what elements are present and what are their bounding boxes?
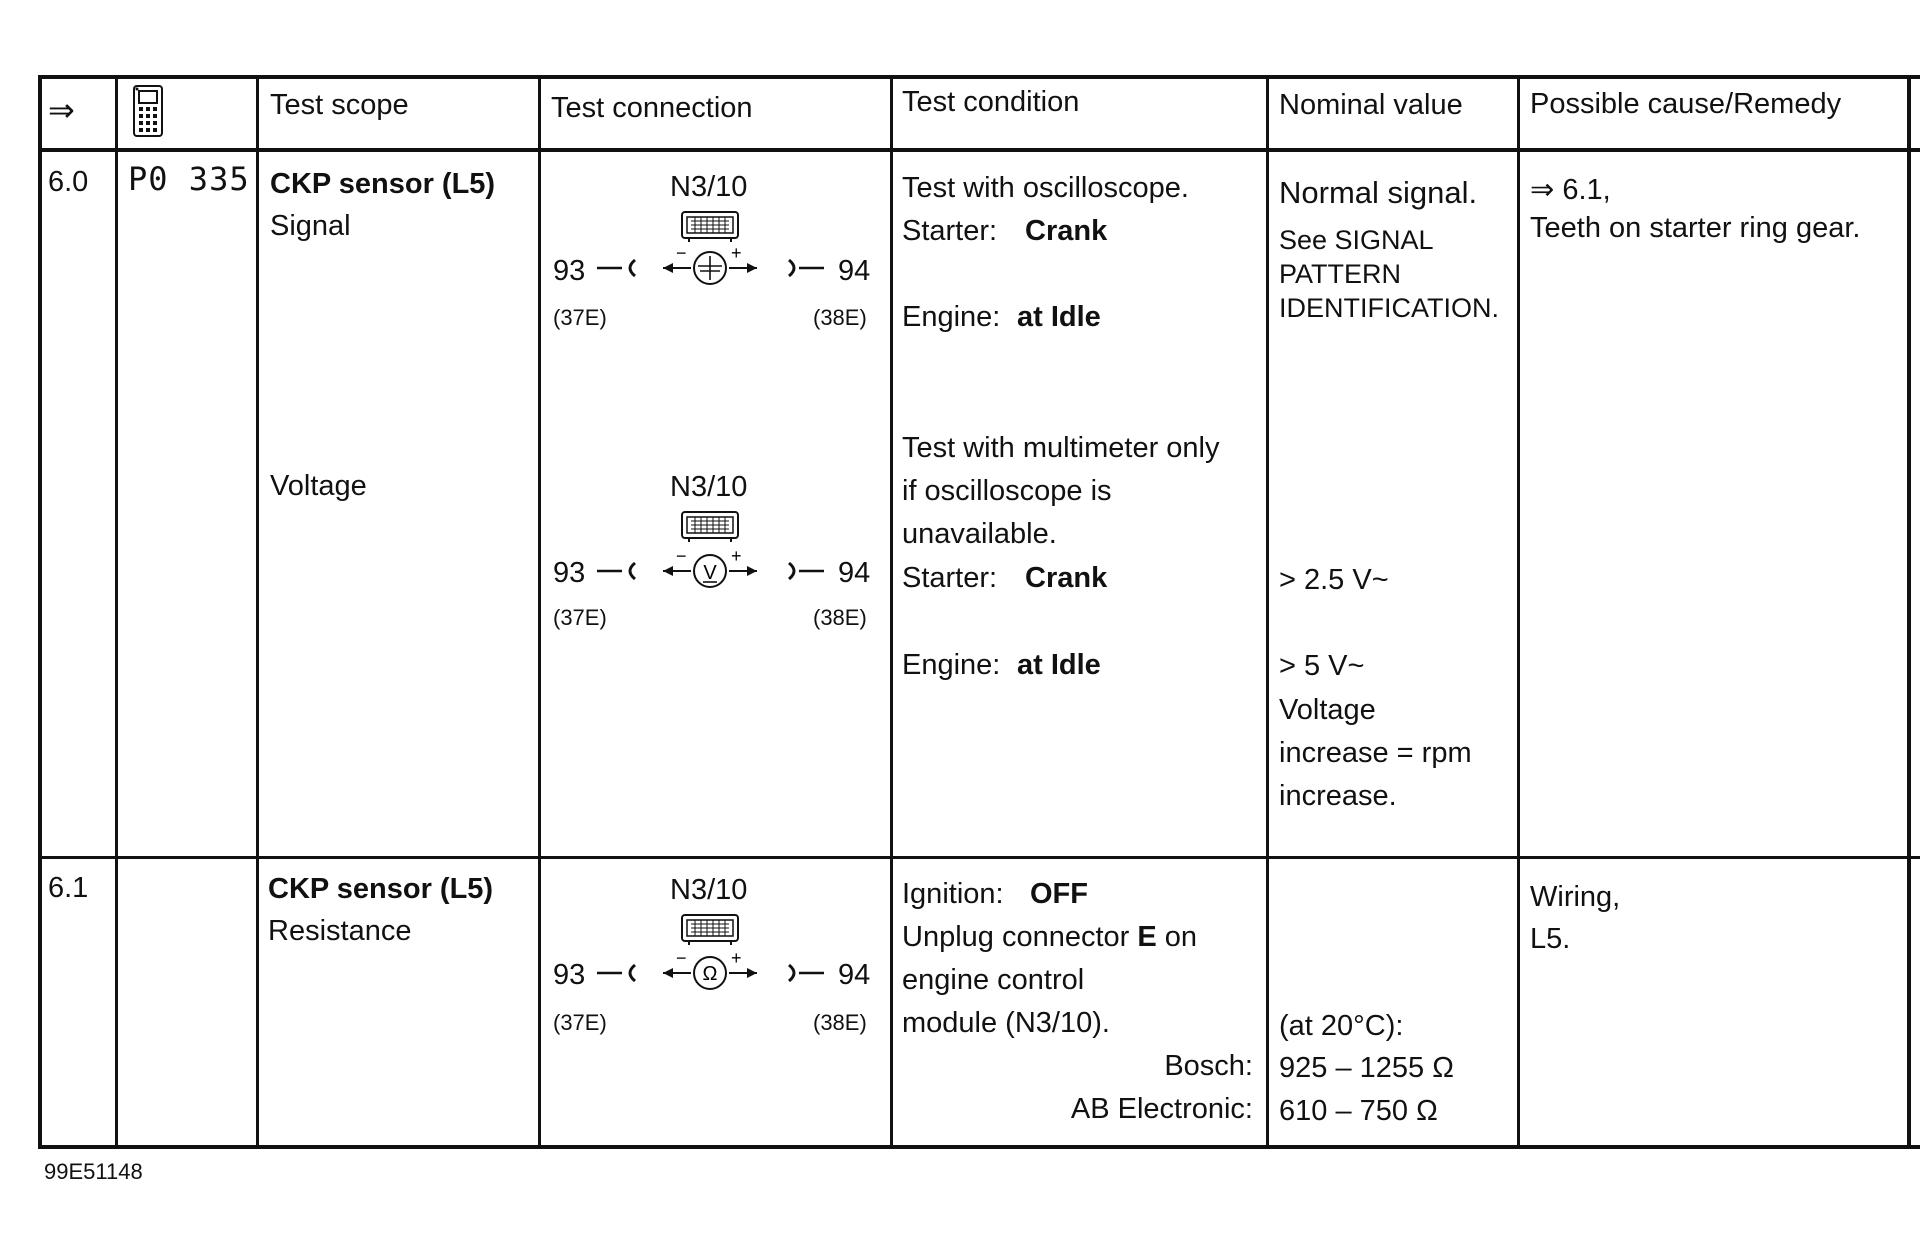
svg-text:+: + xyxy=(731,546,742,566)
nominal-ab-value: 610 – 750 Ω xyxy=(1279,1095,1438,1127)
nominal-increase-1: Voltage xyxy=(1279,694,1376,726)
header-divider xyxy=(38,148,1920,152)
condition-engine-value: at Idle xyxy=(1017,301,1101,333)
scope-resistance: Resistance xyxy=(268,915,412,947)
right-pin-label: (38E) xyxy=(813,605,867,630)
connector-icon xyxy=(682,915,738,945)
condition-multimeter-1: Test with multimeter only xyxy=(902,432,1220,464)
condition-starter-value: Crank xyxy=(1025,215,1108,247)
condition-module: module (N3/10). xyxy=(902,1007,1110,1039)
right-pin: 94 xyxy=(838,255,871,287)
condition-unplug-on: on xyxy=(1164,921,1198,953)
svg-text:Ω: Ω xyxy=(702,963,718,985)
left-pin: 93 xyxy=(553,255,586,287)
scope-title: CKP sensor (L5) xyxy=(268,873,494,905)
header-test-condition: Test condition xyxy=(902,86,1080,118)
column-divider xyxy=(115,75,118,1149)
header-test-connection: Test connection xyxy=(551,92,753,124)
nominal-normal-signal: Normal signal. xyxy=(1279,175,1478,210)
nominal-increase-3: increase. xyxy=(1279,780,1397,812)
table-border-bottom xyxy=(38,1145,1920,1149)
tester-icon xyxy=(130,84,166,143)
svg-text:−: − xyxy=(676,243,687,263)
figure-id: 99E51148 xyxy=(44,1159,143,1184)
ohmmeter-icon xyxy=(694,957,726,989)
svg-text:+: + xyxy=(731,243,742,263)
scope-title: CKP sensor (L5) xyxy=(270,168,496,200)
voltmeter-icon xyxy=(694,555,726,587)
condition-ignition-label: Ignition: xyxy=(902,878,1004,910)
step-number: 6.1 xyxy=(48,872,89,904)
connection-diagram-oscilloscope xyxy=(545,165,895,335)
condition-engine-label: Engine: xyxy=(902,301,1001,333)
module-label: N3/10 xyxy=(670,171,748,203)
header-test-scope: Test scope xyxy=(270,89,409,121)
svg-text:+: + xyxy=(731,948,742,968)
nominal-voltage-crank: > 2.5 V~ xyxy=(1279,564,1389,596)
connection-diagram-ohmmeter xyxy=(545,868,895,1038)
table-border-left xyxy=(38,75,42,1149)
right-pin-label: (38E) xyxy=(813,1010,867,1035)
column-divider xyxy=(256,75,259,1149)
condition-engine-value: at Idle xyxy=(1017,649,1101,681)
cause-ref: ⇒ 6.1, xyxy=(1530,174,1611,206)
cause-teeth: Teeth on starter ring gear. xyxy=(1530,212,1861,244)
column-divider xyxy=(538,75,541,1149)
table-border-right xyxy=(1907,75,1911,1149)
header-arrow: ⇒ xyxy=(48,92,75,128)
left-pin-label: (37E) xyxy=(553,305,607,330)
condition-multimeter-2: if oscilloscope is xyxy=(902,475,1112,507)
svg-text:−: − xyxy=(676,948,687,968)
nominal-see-1: See SIGNAL xyxy=(1279,225,1434,255)
module-label: N3/10 xyxy=(670,874,748,906)
right-pin: 94 xyxy=(838,959,871,991)
header-nominal-value: Nominal value xyxy=(1279,89,1463,121)
condition-engine-control: engine control xyxy=(902,964,1085,996)
module-label: N3/10 xyxy=(670,471,748,503)
header-possible-cause: Possible cause/Remedy xyxy=(1530,88,1842,120)
cause-l5: L5. xyxy=(1530,923,1571,955)
condition-oscilloscope: Test with oscilloscope. xyxy=(902,172,1189,204)
fault-code: P0 335 xyxy=(128,160,250,198)
condition-multimeter-3: unavailable. xyxy=(902,518,1057,550)
nominal-see-3: IDENTIFICATION. xyxy=(1279,293,1499,323)
nominal-see-2: PATTERN xyxy=(1279,259,1402,289)
right-pin: 94 xyxy=(838,557,871,589)
condition-bosch-label: Bosch: xyxy=(1164,1050,1253,1082)
cause-wiring: Wiring, xyxy=(1530,881,1621,913)
svg-text:−: − xyxy=(676,546,687,566)
left-pin: 93 xyxy=(553,557,586,589)
condition-ignition-value: OFF xyxy=(1030,878,1088,910)
condition-engine-label: Engine: xyxy=(902,649,1001,681)
nominal-bosch-value: 925 – 1255 Ω xyxy=(1279,1052,1454,1084)
nominal-temperature: (at 20°C): xyxy=(1279,1010,1404,1042)
condition-unplug-text: Unplug connector xyxy=(902,921,1130,953)
left-pin-label: (37E) xyxy=(553,1010,607,1035)
left-pin: 93 xyxy=(553,959,586,991)
column-divider xyxy=(1266,75,1269,1149)
connector-icon xyxy=(682,212,738,242)
nominal-voltage-idle: > 5 V~ xyxy=(1279,650,1365,682)
svg-text:V: V xyxy=(703,562,717,584)
scope-signal: Signal xyxy=(270,210,351,242)
condition-starter-value: Crank xyxy=(1025,562,1108,594)
scope-voltage: Voltage xyxy=(270,470,367,502)
column-divider xyxy=(1517,75,1520,1149)
condition-connector-letter: E xyxy=(1137,921,1157,953)
nominal-increase-2: increase = rpm xyxy=(1279,737,1472,769)
condition-ab-label: AB Electronic: xyxy=(1070,1093,1253,1125)
left-pin-label: (37E) xyxy=(553,605,607,630)
condition-starter-label: Starter: xyxy=(902,562,998,594)
condition-unplug xyxy=(902,923,1197,952)
connector-icon xyxy=(682,512,738,542)
oscilloscope-icon xyxy=(694,252,726,284)
condition-starter-label: Starter: xyxy=(902,215,998,247)
connection-diagram-voltmeter xyxy=(545,467,895,637)
right-pin-label: (38E) xyxy=(813,305,867,330)
table-border-top xyxy=(38,75,1920,79)
step-number: 6.0 xyxy=(48,166,89,198)
row-divider xyxy=(38,856,1920,859)
